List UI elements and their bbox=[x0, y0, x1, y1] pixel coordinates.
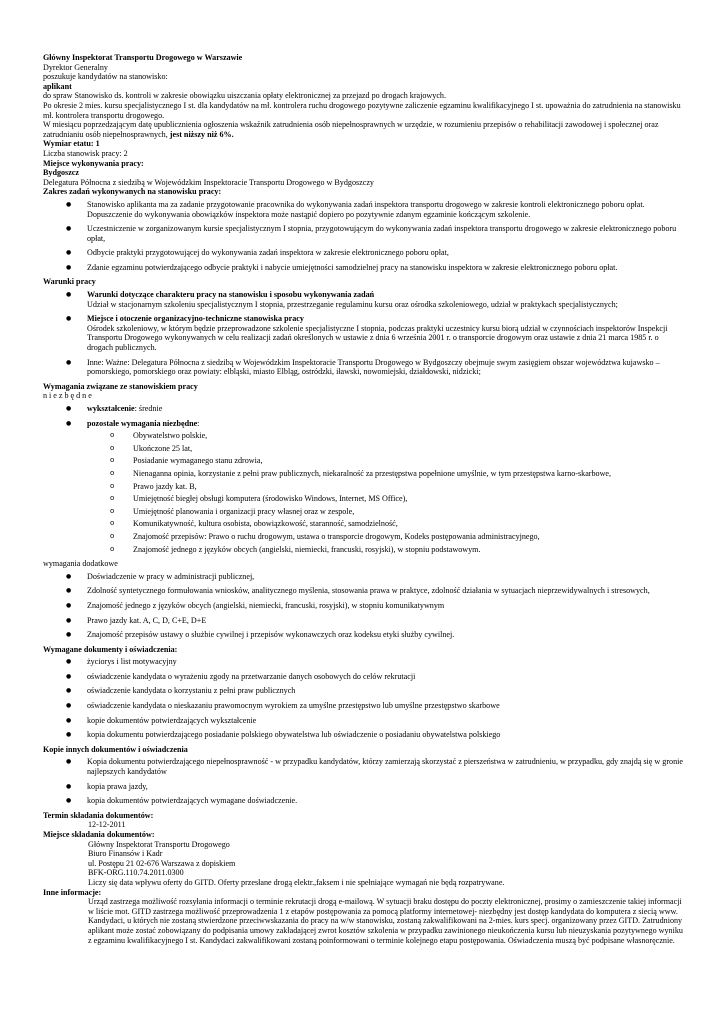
tasks-list bbox=[43, 200, 683, 273]
list-item: ● Doświadczenie w pracy w administracji publicznej, bbox=[43, 572, 683, 582]
submission-line: Główny Inspektorat Transportu Drogowego bbox=[88, 839, 230, 849]
other-documents-list bbox=[43, 757, 683, 805]
list-item: ● Odbycie praktyki przygotowującej do wykonywania zadań inspektora w zakresie elektronicznego poboru opłat, bbox=[43, 248, 683, 258]
additional-requirements-list bbox=[43, 572, 683, 640]
list-item: ● Zdanie egzaminu potwierdzającego odbycie praktyki i nabycie umiejętności samodzielnej pracy na stanowisku inspektora w zakresie elektronicznego poboru opłat. bbox=[43, 263, 683, 273]
list-item bbox=[43, 419, 683, 555]
list-item: o Nienaganna opinia, korzystanie z pełni praw publicznych, niekaralność za przestępstwa popełnione umyślnie, w tym przestępstwa karno-skarbowe, bbox=[87, 469, 683, 479]
workplace-delegation: Delegatura Północna z siedzibą w Wojewódzkim Inspektoracie Transportu Drogowego w Bydgoszczy bbox=[43, 177, 374, 187]
conditions-list bbox=[43, 290, 683, 377]
disability-note-bold: jest niższy niż 6%. bbox=[169, 129, 234, 139]
list-item: ● Znajomość przepisów ustawy o służbie cywilnej i przepisów wykonawczych oraz kodeksu etyki służby cywilnej. bbox=[43, 630, 683, 640]
list-item: ● Zdolność syntetycznego formułowania wniosków, analitycznego myślenia, stosowania prawa w praktyce, zdolność działania w sytuacjach nieprzewidywalnych i stresowych, bbox=[43, 586, 683, 596]
documents-list bbox=[43, 657, 683, 740]
other-requirements-colon: : bbox=[197, 418, 200, 428]
list-item: ● oświadczenie kandydata o nieskazaniu prawomocnym wyrokiem za umyślne przestępstwo lub umyślne przestępstwo skarbowe bbox=[43, 701, 683, 711]
list-item: ● Kopia dokumentu potwierdzającego niepełnosprawność - w przypadku kandydatów, którzy zamierzają skorzystać z pierszeństwa w zatrudnieniu, w przypadku, gdy znajdą się w gronie najlepszych kandydatów bbox=[43, 757, 683, 776]
fte-label: Wymiar etatu: 1 bbox=[43, 139, 100, 149]
disability-note-text: W miesiącu poprzedzającym datę upublicznienia ogłoszenia wskaźnik zatrudnienia osób niepełnosprawnych w urzędzie, w rozumieniu przepisów o rehabilitacji zawodowej i społecznej oraz zatrudnianiu osób niepełnosprawnych, bbox=[43, 120, 659, 139]
list-item: o Ukończone 25 lat, bbox=[87, 444, 683, 454]
list-item: ● Stanowisko aplikanta ma za zadanie przygotowanie pracownika do wykonywania zadań inspektora transportu drogowego w zakresie kontroli elektronicznego poboru opłat. Dopuszczenie do wykonywania obowiązków inspektora może nastąpić dopiero po pozytywnie zdanym egzaminie kończącym szkolenie. bbox=[43, 200, 683, 219]
necessary-list bbox=[43, 404, 683, 554]
tasks-heading: Zakres zadań wykonywanych na stanowisku pracy: bbox=[43, 187, 222, 197]
list-item: ● oświadczenie kandydata o korzystaniu z pełni praw publicznych bbox=[43, 686, 683, 696]
list-item: o Prawo jazdy kat. B, bbox=[87, 482, 683, 492]
list-item: o Komunikatywność, kultura osobista, obowiązkowość, staranność, samodzielność, bbox=[87, 519, 683, 529]
additional-requirements-label: wymagania dodatkowe bbox=[43, 559, 118, 569]
positions-count: Liczba stanowisk pracy: 2 bbox=[43, 148, 128, 158]
conditions-heading: Warunki pracy bbox=[43, 277, 96, 287]
other-info-text: Urząd zastrzega możliwość rozsyłania informacji o terminie rekrutacji drogą e-mailową. W sytuacji braku dostępu do poczty elektronicznej, prosimy o zamieszczenie takiej informacji w liście mot. GITD zastrzega możliwość przeprowadzenia 1 z etapów postępowania za pomocą platformy internetowej- niezbędny jest dostęp kandydata do komputera z siecią www. Kandydaci, u których nie zostaną stwierdzone przeciwwskazania do pracy na w/w stanowisku, zostaną zakwalifikowani na 2-mies. kurs specj. organizowany przez GITD. Zatrudniony aplikant może zostać zobowiązany do podpisania umowy zakładającej zwrot kosztów szkolenia w przypadku zawinionego nieukończenia kursu lub nieuzyskania pozytywnego wyniku z egzaminu kwalifikacyjnego I st. Kandydaci zakwalifikowani zostaną poinformowani o terminie kolejnego etapu postępowania. Oświadczenia muszą być podpisane własnoręcznie. bbox=[88, 897, 683, 945]
other-info-block bbox=[43, 897, 683, 945]
list-item: ● Prawo jazdy kat. A, C, D, C+E, D+E bbox=[43, 616, 683, 626]
workplace-label: Miejsce wykonywania pracy: bbox=[43, 158, 144, 168]
submission-line: BFK-ORG.110.74.2011.0300 bbox=[88, 868, 184, 878]
submission-line: ul. Postępu 21 02-676 Warszawa z dopiskiem bbox=[88, 858, 236, 868]
submission-line: Liczy się data wpływu oferty do GITD. Oferty przesłane drogą elektr.,faksem i nie spełniające wymagań nie będą rozpatrywane. bbox=[88, 877, 505, 887]
list-item: ● oświadczenie kandydata o wyrażeniu zgody na przetwarzanie danych osobowych do celów rekrutacji bbox=[43, 672, 683, 682]
list-item: ● kopia dokumentów potwierdzających wymagane doświadczenie. bbox=[43, 796, 683, 806]
conditions-item-title: ● Warunki dotyczące charakteru pracy na stanowisku i sposobu wykonywania zadań bbox=[87, 290, 375, 300]
conditions-item-text: Udział w stacjonarnym szkoleniu specjalistycznym I stopnia, przestrzeganie regulaminu kursu oraz ośrodka szkoleniowego, udział w praktykach specjalistycznych; bbox=[87, 299, 618, 309]
list-item: ● kopie dokumentów potwierdzających wykształcenie bbox=[43, 716, 683, 726]
requirements-heading: Wymagania związane ze stanowiskiem pracy bbox=[43, 381, 198, 391]
conditions-item-title: ● Miejsce i otoczenie organizacyjno-techniczne stanowiska pracy bbox=[87, 314, 304, 324]
list-item: ● Inne: Ważne: Delegatura Północna z siedzibą w Wojewódzkim Inspektoracie Transportu Drogowego w Bydgoszczy obejmuje swym zasięgiem obszar województwa kujawsko – pomorskiego, pomorskiego oraz powiaty: elbląski, miasto Elbląg, ostródzki, iławski, nowomiejski, działdowski, nidzicki; bbox=[43, 358, 683, 377]
deadline-date: 12-12-2011 bbox=[88, 820, 126, 830]
conditions-item-text: Ośrodek szkoleniowy, w którym będzie przeprowadzone szkolenie specjalistyczne I stopnia, podczas praktyki uczestnicy kursu biorą udział w czynnościach inspektorów Inspekcji Transportu Drogowego wykonywanych w celu realizacji zadań określonych w ustawie z dnia 6 września 2001 r. o transporcie drogowym oraz ustawie z dnia 21 marca 1985 r. o drogach publicznych. bbox=[87, 323, 668, 353]
submission-line: Biuro Finansów i Kadr bbox=[88, 849, 163, 859]
list-item: o Umiejętność planowania i organizacji pracy własnej oraz w zespole, bbox=[87, 507, 683, 517]
deadline-block bbox=[43, 820, 683, 830]
deadline-heading: Termin składania dokumentów: bbox=[43, 810, 154, 820]
job-announcement bbox=[43, 53, 683, 945]
list-item: o Znajomość przepisów: Prawo o ruchu drogowym, ustawa o transporcie drogowym, Kodeks postępowania administracyjnego, bbox=[87, 532, 683, 542]
other-requirements-list bbox=[87, 431, 683, 554]
list-item: o Umiejętność biegłej obsługi komputera (środowisko Windows, Internet, MS Office), bbox=[87, 494, 683, 504]
seeking-text: poszukuje kandydatów na stanowisko: bbox=[43, 72, 168, 82]
other-documents-heading: Kopie innych dokumentów i oświadczenia bbox=[43, 744, 188, 754]
list-item: o Posiadanie wymaganego stanu zdrowia, bbox=[87, 456, 683, 466]
list-item: ● Znajomość jednego z języków obcych (angielski, niemiecki, francuski, rosyjski), w stopniu komunikatywnym bbox=[43, 601, 683, 611]
education-value: : średnie bbox=[134, 404, 163, 413]
list-item bbox=[43, 290, 683, 309]
director-title: Dyrektor Generalny bbox=[43, 62, 108, 72]
list-item: o Obywatelstwo polskie, bbox=[87, 431, 683, 441]
organization-name: Główny Inspektorat Transportu Drogowego w Warszawie bbox=[43, 53, 243, 62]
submission-heading: Miejsce składania dokumentów: bbox=[43, 830, 155, 839]
other-info-heading: Inne informacje: bbox=[43, 887, 102, 897]
necessary-label: niezbędne bbox=[43, 391, 94, 401]
disability-note bbox=[43, 120, 683, 139]
position-title: aplikant bbox=[43, 81, 72, 91]
workplace-city: Bydgoszcz bbox=[43, 168, 79, 178]
training-note: Po okresie 2 mies. kursu specjalistycznego I st. dla kandydatów na mł. kontrolera ruchu drogowego pozytywne zaliczenie egzaminu kwalifikacyjnego I st. upoważnia do zatrudnienia na stanowisku mł. kontrolera transportu drogowego. bbox=[43, 100, 681, 120]
list-item bbox=[43, 404, 683, 414]
documents-heading: Wymagane dokumenty i oświadczenia: bbox=[43, 644, 178, 654]
list-item: ● kopia prawa jazdy, bbox=[43, 782, 683, 792]
position-description: do spraw Stanowisko ds. kontroli w zakresie obowiązku uiszczania opłaty elektronicznej za przejazd po drogach krajowych. bbox=[43, 91, 446, 101]
submission-block bbox=[43, 840, 683, 888]
list-item bbox=[43, 314, 683, 352]
list-item: o Znajomość jednego z języków obcych (angielski, niemiecki, francuski, rosyjski), w stopniu podstawowym. bbox=[87, 545, 683, 555]
education-label: wykształcenie bbox=[87, 404, 135, 413]
list-item: ● kopia dokumentu potwierdzającego posiadanie polskiego obywatelstwa lub oświadczenie o posiadaniu obywatelstwa polskiego bbox=[43, 730, 683, 740]
list-item: ● życiorys i list motywacyjny bbox=[43, 657, 683, 667]
list-item: ● Uczestniczenie w zorganizowanym kursie specjalistycznym I stopnia, przygotowującym do wykonywania zadań inspektora transportu drogowego w zakresie elektronicznego poboru opłat, bbox=[43, 224, 683, 243]
other-requirements-label: pozostałe wymagania niezbędne bbox=[87, 418, 198, 428]
